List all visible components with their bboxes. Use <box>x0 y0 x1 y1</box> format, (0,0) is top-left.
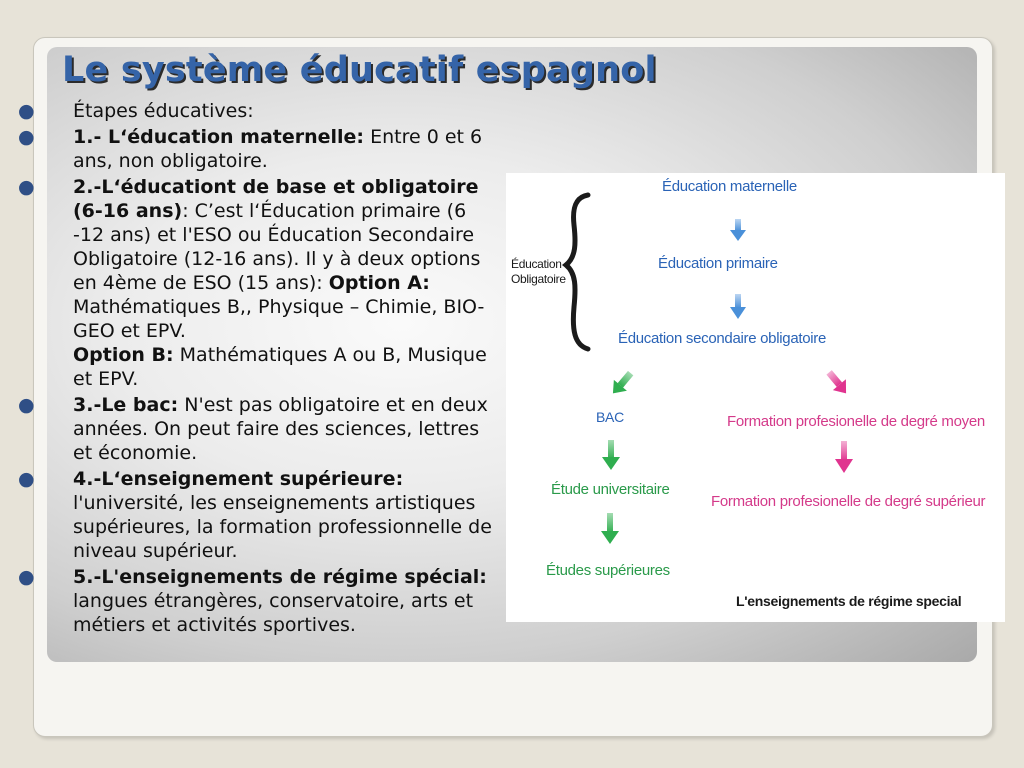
bullet-text: l'université, les enseignements artistiques supérieures, la formation professionnelle de niveau supérieur. <box>73 492 492 562</box>
bullet-item-regime-special <box>18 565 493 637</box>
node-fp-superieur: Formation profesionelle de degré supérieur <box>711 493 986 510</box>
node-superieures: Études supérieures <box>546 562 670 579</box>
diagonal-arrow-icon <box>823 367 853 399</box>
bullet-heading: 1.- L‘éducation maternelle: <box>73 126 365 148</box>
bullet-item-superieure <box>18 467 493 563</box>
bullet-heading: 5.-L'enseignements de régime spécial: <box>73 566 487 588</box>
bullet-heading: 4.-L‘enseignement supérieure: <box>73 468 404 490</box>
bullet-text: Étapes éducatives: <box>73 100 254 122</box>
diagram-arrows <box>506 173 1005 622</box>
bullet-heading: 3.-Le bac: <box>73 394 179 416</box>
bullet-item-etapes <box>18 99 493 123</box>
bullet-item-bac <box>18 393 493 465</box>
node-regime-special: L'enseignements de régime special <box>736 593 962 609</box>
node-bac: BAC <box>596 409 624 425</box>
bullet-icon: ● <box>18 394 35 416</box>
bullet-icon: ● <box>18 468 35 490</box>
option-a-label: Option A: <box>328 272 430 294</box>
node-universitaire: Étude universitaire <box>551 481 670 498</box>
obligatoire-label <box>511 257 566 287</box>
down-arrow-icon <box>601 513 619 544</box>
bullet-list <box>18 99 493 639</box>
diagonal-arrow-icon <box>607 368 637 400</box>
node-secondaire: Éducation secondaire obligatoire <box>618 330 827 347</box>
obligatoire-line-1: Éducation <box>511 257 562 271</box>
down-arrow-icon <box>835 441 853 473</box>
down-arrow-icon <box>730 294 746 319</box>
bullet-item-base-obligatoire <box>18 175 493 391</box>
bullet-icon: ● <box>18 100 35 122</box>
down-arrow-icon <box>602 440 620 470</box>
slide-title: Le système éducatif espagnol <box>62 50 657 90</box>
bullet-text: N'est pas obligatoire et en deux années. On peut faire des sciences, lettres et économie. <box>73 394 488 464</box>
bullet-text: Entre 0 et 6 ans, non obligatoire. <box>73 126 483 172</box>
bullet-icon: ● <box>18 126 35 148</box>
down-arrow-icon <box>730 219 746 241</box>
node-maternelle: Éducation maternelle <box>662 178 797 195</box>
bullet-heading: 2.-L‘éducationt de base et obligatoire (6-16 ans) <box>73 176 479 222</box>
option-b-text: Mathématiques A ou B, Musique et EPV. <box>73 344 487 390</box>
obligatoire-line-2: Obligatoire <box>511 272 566 286</box>
bullet-icon: ● <box>18 566 35 588</box>
option-b-label: Option B: <box>73 344 174 366</box>
bullet-icon: ● <box>18 176 35 198</box>
node-primaire: Éducation primaire <box>658 255 778 272</box>
curly-brace-icon <box>566 195 588 349</box>
option-a-text: Mathématiques B,, Physique – Chimie, BIO-GEO et EPV. <box>73 296 485 342</box>
bullet-text: langues étrangères, conservatoire, arts et métiers et activités sportives. <box>73 590 474 636</box>
node-fp-moyen: Formation profesionelle de degré moyen <box>727 413 985 430</box>
bullet-text: : C’est l‘Éducation primaire (6 -12 ans) et l'ESO ou Éducation Secondaire Obligatoire (12-16 ans). Il y à deux options en 4ème de ESO (15 ans): <box>73 200 481 294</box>
bullet-item-maternelle <box>18 125 493 173</box>
education-flow-diagram <box>506 173 1005 622</box>
